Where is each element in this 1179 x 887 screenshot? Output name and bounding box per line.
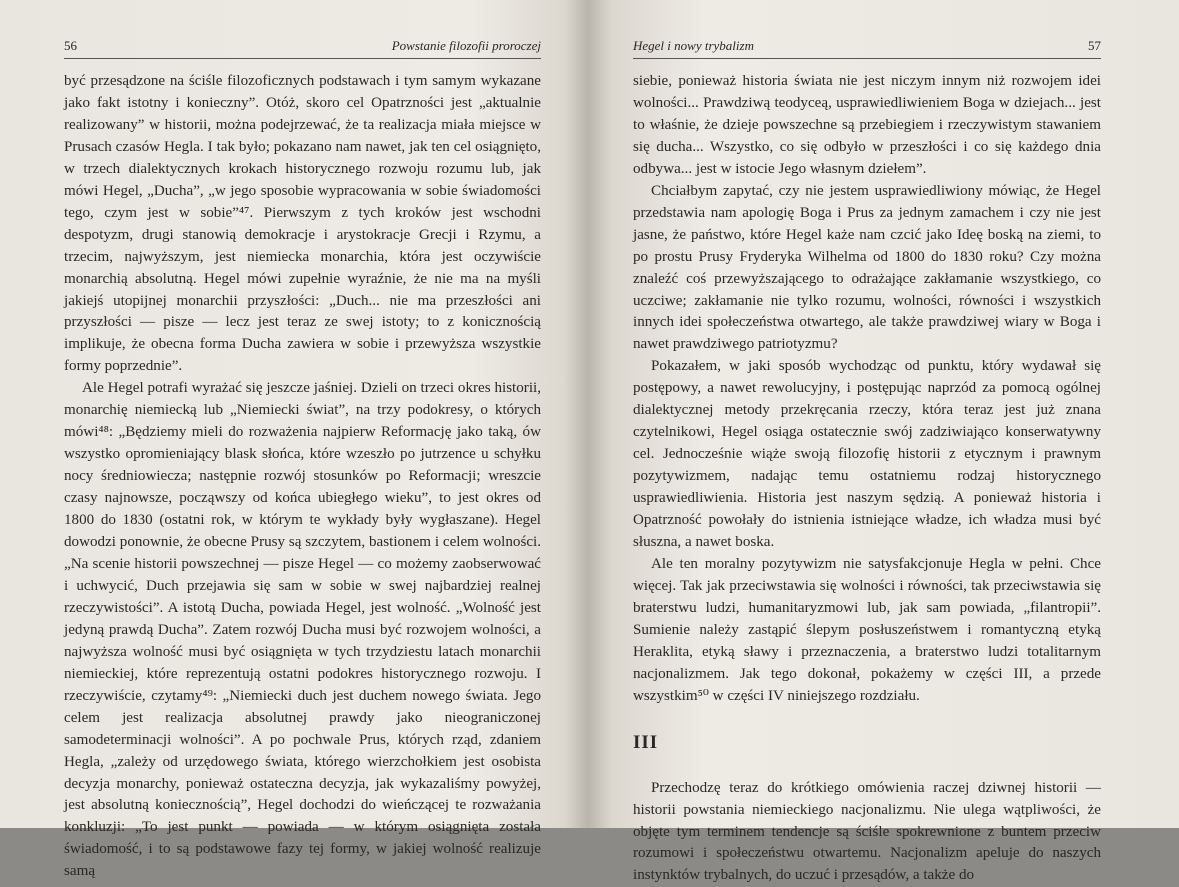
right-paragraph-2: Chciałbym zapytać, czy nie jestem usprawiedliwiony mówiąc, że Hegel przedstawia nam apologię Boga i Prus za jednym zamachem i czy nie jest jasne, że państwo, które Hegel każe nam czcić jako Ideę boską na ziemi, to po prostu Prusy Fryderyka Wilhelma od 1800 do 1830 roku? Czy można znaleźć coś przewyższającego to odrażające zakłamanie wszystkiego, co uczciwe; zakłamanie nie tylko rozumu, wolności, równości i wszystkich innych idei społeczeństwa otwartego, ale także prawdziwej wiary w Boga i nawet prawdziwego patriotyzmu? — [633, 182, 1101, 353]
left-running-title: Powstanie filozofii proroczej — [391, 38, 541, 53]
section-paragraph-1: Przechodzę teraz do krótkiego omówienia raczej dziwnej historii — historii powstania niemieckiego nacjonalizmu. Nie ulega wątpliwości, że objęte tym terminem tendencje są ściśle spokrewnione z buntem przeciw rozumowi i społeczeństwu otwartemu. Nacjonalizm apeluje do naszych instynktów trybalnych, do uczuć i przesądów, a także do — [633, 779, 1101, 884]
right-paragraph-1: siebie, ponieważ historia świata nie jest niczym innym niż rozwojem idei wolności... Prawdziwą teodyceą, usprawiedliwieniem Boga w dziejach... jest to właśnie, że dzieje powszechne są przebiegiem i rzeczywistym stawaniem się ducha... Wszystko, co się odbyło w przeszłości i co się każdego dnia odbywa... jest w istocie Jego własnym dziełem”. — [633, 73, 1101, 177]
right-paragraph-3: Pokazałem, w jaki sposób wychodząc od punktu, który wydawał się postępowy, a nawet rewolucyjny, i postępując naprzód za pomocą ogólnej dialektycznej metody przekręcania rzeczy, która teraz jest już znana czytelnikowi, Hegel osiąga ostatecznie swój zadziwiająco konserwatywny cel. Jednocześnie wiąże swoją filozofię historii z etycznym i prawnym pozytywizmem, nadając temu ostatniemu rodzaj historycznego usprawiedliwienia. Historia jest naszym sędzią. A ponieważ historia i Opatrzność powołały do istnienia istniejące władze, ich władza musi być słuszna, a nawet boska. — [633, 358, 1101, 551]
right-running-title: Hegel i nowy trybalizm — [633, 38, 754, 53]
left-paragraph-2: Ale Hegel potrafi wyrażać się jeszcze jaśniej. Dzieli on trzeci okres historii, monarchię niemiecką lub „Niemiecki świat”, na trzy podokresy, o których mówi⁴⁸: „Będziemy mieli do rozważenia najpierw Reformację jako taką, ów wszystko opromieniający blask słońca, które wzeszło po jutrzence u schyłku nocy średniowiecza; następnie rozwój stosunków po Reformacji; wreszcie czasy najnowsze, począwszy od końca ubiegłego wieku”, to jest okres od 1800 do 1830 (ostatni rok, w którym te wykłady były wygłaszane). Hegel dowodzi ponownie, że obecne Prusy są szczytem, bastionem i celem wolności. „Na scenie historii powszechnej — pisze Hegel — co możemy zaobserwować i uchwycić, Duch przejawia się sam w sobie w swej najbardziej realnej rzeczywistości”. A istotą Ducha, powiada Hegel, jest wolność. „Wolność jest jedyną prawdą Ducha”. Zatem rozwój Ducha musi być rozwojem wolności, a najwyższa wolność musi być osiągnięta w tych trzydziestu latach monarchii niemieckiej, które reprezentują ostatni podokres historycznego rozwoju. I rzeczywiście, czytamy⁴⁹: „Niemiecki duch jest duchem nowego świata. Jego celem jest realizacja absolutnej prawdy jako nieograniczonej samodeterminacji wolności”. A po pochwale Prus, których rząd, zdaniem Hegla, „zależy od urzędowego świata, którego wierzchołkiem jest osobista decyzja monarchy, ponieważ ostateczna decyzja, jak wykazaliśmy powyżej, jest absolutną koniecznością”, Hegel dochodzi do wieńczącej te rozważania konkluzji: „To jest punkt — powiada — w którym osiągnięta została świadomość, i to są podstawowe fazy tej formy, w jakiej wolność realizuje samą — [64, 380, 541, 880]
left-page-header — [64, 38, 541, 59]
right-page — [588, 0, 1179, 884]
left-page-body — [64, 71, 541, 883]
left-page-number: 56 — [64, 38, 77, 53]
left-paragraph-1: być przesądzone na ściśle filozoficznych podstawach i tym samym wykazane jako fakt istotny i konieczny”. Otóż, skoro cel Opatrzności jest „aktualnie realizowany” w historii, można podejrzewać, że ta realizacja miała miejsce w Prusach czasów Hegla. I tak było; pokazano nam nawet, jak ten cel osiągnięto, w trzech dialektycznych krokach historycznego rozwoju rozumu lub, jak mówi Hegel, „Ducha”, „w jego sposobie wypracowania w sobie świadomości tego, czym jest w sobie”⁴⁷. Pierwszym z tych kroków jest wschodni despotyzm, drugi stanowią demokracje i arystokracje Grecji i Rzymu, a trzecim, najwyższym, jest niemiecka monarchia, która jest oczywiście monarchią absolutną. Hegel mówi zupełnie wyraźnie, że nie ma na myśli jakiejś utopijnej monarchii przyszłości: „Duch... nie ma przeszłości ani przyszłości — pisze — lecz jest teraz ze swej istoty; to z konicznością implikuje, że obecna forma Ducha zawiera w sobie i przewyższa wszystkie formy poprzednie”. — [64, 73, 541, 375]
right-page-body — [633, 71, 1101, 887]
section-heading: III — [633, 731, 659, 753]
left-page — [0, 0, 588, 880]
right-page-number: 57 — [1088, 38, 1101, 53]
right-paragraph-4: Ale ten moralny pozytywizm nie satysfakcjonuje Hegla w pełni. Chce więcej. Tak jak przeciwstawia się wolności i równości, tak przeciwstawia się braterstwu ludzi, humanitaryzmowi lub, jak sam powiada, „filantropii”. Sumienie należy zastąpić ślepym posłuszeństwem i romantyczną etyką Heraklita, etyką sławy i przeznaczenia, a braterstwo ludzi totalitarnym nacjonalizmem. Jak tego dokonał, pokażemy w części III, a przede wszystkim⁵⁰ w części IV niniejszego rozdziału. — [633, 555, 1101, 704]
right-page-header — [633, 38, 1101, 59]
